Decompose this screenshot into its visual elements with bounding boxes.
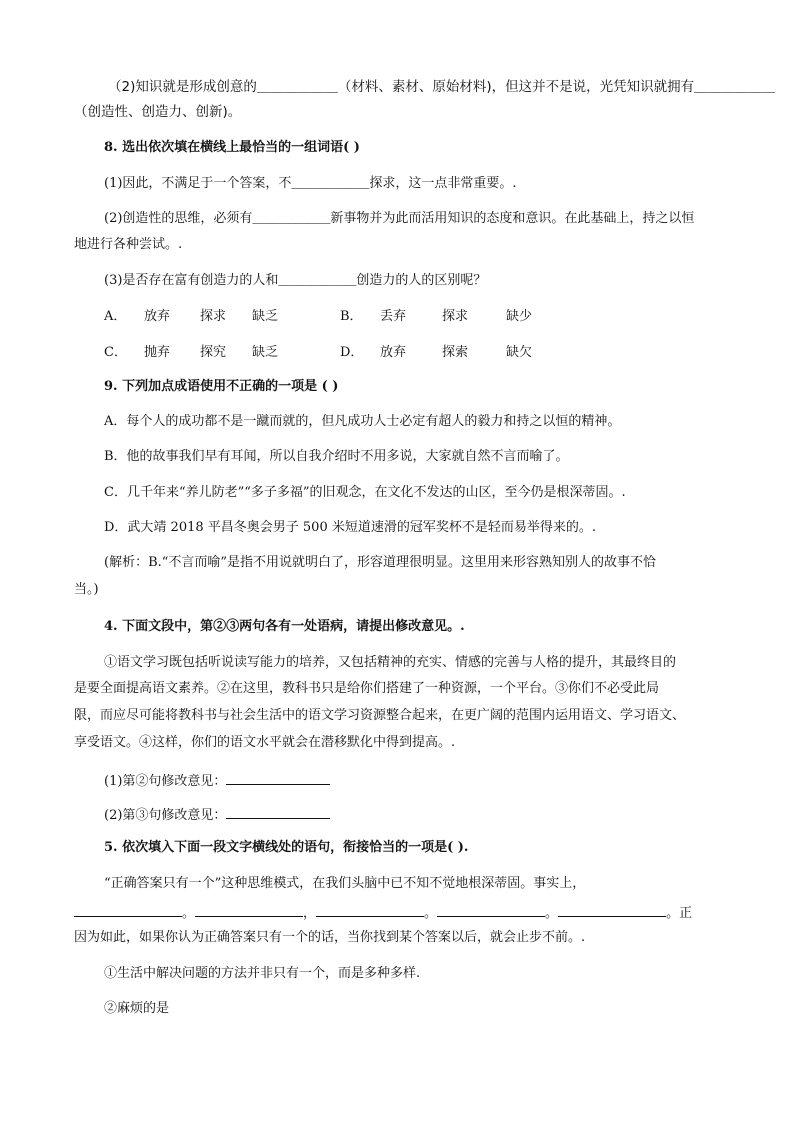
q9-analysis-line1: (解析：B.“不言而喻”是指不用说就明白了，形容道理很明显。这里用来形容熟知别人的故事不恰 bbox=[104, 555, 657, 570]
q9-analysis-line2: 当。) bbox=[74, 582, 99, 597]
q5-item-1: ①生活中解决问题的方法并非只有一个，而是多种多样. bbox=[104, 966, 421, 981]
q8-option-c-letter: C． bbox=[104, 345, 127, 360]
q8-option-d-letter: D． bbox=[340, 345, 364, 360]
q4-stem-text: 4. 下面文段中，第②③两句各有一处语病，请提出修改意见。. bbox=[104, 619, 465, 634]
q5-blank-sep-3: 。 bbox=[424, 906, 438, 921]
q5-blank-2[interactable] bbox=[195, 903, 303, 917]
q4-stem bbox=[104, 619, 718, 635]
q5-item-2: ②麻烦的是 bbox=[104, 1001, 170, 1016]
q4-answer-1 bbox=[104, 771, 718, 790]
q9-option-b: B．他的故事我们早有耳闻，所以自我介绍时不用多说，大家就自然不言而喻了。 bbox=[104, 449, 569, 464]
q5-blank-3[interactable] bbox=[316, 903, 424, 917]
q4-paragraph-line2: 是要全面提高语文素养。②在这里，教科书只是给你们搭建了一种资源，一个平台。③你们不必受此局 bbox=[74, 681, 660, 696]
q5-paragraph-line3: 因为如此，如果你认为正确答案只有一个的话，当你找到某个答案以后，就会止步不前。. bbox=[74, 930, 586, 945]
q4-answer-2-label: (2)第③句修改意见： bbox=[104, 808, 227, 823]
q8-stem-text: 8. 选出依次填在横线上最恰当的一组词语( ) bbox=[104, 140, 360, 155]
q8-options-row-1 bbox=[104, 309, 718, 325]
q8-stem bbox=[104, 140, 718, 156]
q4-paragraph-line4: 享受语文。④这样，你们的语文水平就会在潜移默化中得到提高。. bbox=[74, 735, 456, 750]
q8-option-b-word1: 丢弃 bbox=[380, 309, 407, 324]
q8-option-a-word3: 缺乏 bbox=[252, 309, 279, 324]
q9-option-c: C．几千年来“养儿防老”“多子多福”的旧观念，在文化不发达的山区，至今仍是根深蒂固。. bbox=[104, 485, 626, 500]
q5-blank-sep-5: 。正 bbox=[666, 906, 693, 921]
q8-sentence-1: (1)因此，不满足于一个答案，不＿＿＿＿＿＿探求，这一点非常重要。. bbox=[104, 176, 517, 191]
q5-blank-4[interactable] bbox=[437, 903, 545, 917]
q5-blank-5[interactable] bbox=[558, 903, 666, 917]
q5-paragraph-blanks-line bbox=[74, 903, 724, 922]
q4-answer-1-label: (1)第②句修改意见： bbox=[104, 774, 227, 789]
q5-paragraph-line1: “正确答案只有一个”这种思维模式，在我们头脑中已不知不觉地根深蒂固。事实上， bbox=[104, 876, 586, 891]
q4-answer-1-blank[interactable] bbox=[226, 771, 330, 785]
q5-blank-sep-4: 。 bbox=[545, 906, 559, 921]
q7-part2-line2: （创造性、创造力、创新)。 bbox=[74, 104, 242, 120]
q5-stem-text: 5. 依次填入下面一段文字横线处的语句，衔接恰当的一项是( ). bbox=[104, 840, 469, 855]
q4-paragraph-line3: 限，而应尽可能将教科书与社会生活中的语文学习资源整合起来，在更广阔的范围内运用语文、学习语文、 bbox=[74, 708, 686, 723]
q8-option-c-word3: 缺乏 bbox=[252, 345, 279, 360]
q8-option-d-word2: 探索 bbox=[442, 345, 469, 360]
q8-option-b-word3: 缺少 bbox=[506, 309, 533, 324]
q4-answer-2-blank[interactable] bbox=[226, 805, 330, 819]
q9-option-a: A．每个人的成功都不是一蹴而就的，但凡成功人士必定有超人的毅力和持之以恒的精神。 bbox=[104, 414, 621, 429]
q8-sentence-3: (3)是否存在富有创造力的人和＿＿＿＿＿＿创造力的人的区别呢？ bbox=[104, 273, 487, 288]
q8-option-a-word1: 放弃 bbox=[144, 309, 171, 324]
q8-sentence-2-line2: 地进行各种尝试。. bbox=[74, 237, 183, 252]
q7-part2-line1: （2)知识就是形成创意的＿＿＿＿＿＿（材料、素材、原始材料)，但这并不是说，光凭知识就拥有＿＿＿＿＿＿ bbox=[108, 79, 776, 95]
q9-option-d: D．武大靖 2018 平昌冬奥会男子 500 米短道速滑的冠军奖杯不是轻而易举得来的。. bbox=[104, 520, 596, 535]
q5-blank-sep-2: ， bbox=[303, 906, 317, 921]
q5-blank-sep-1: 。 bbox=[182, 906, 196, 921]
q9-stem-text: 9. 下列加点成语使用不正确的一项是 ( ) bbox=[104, 379, 339, 394]
q8-option-b-letter: B． bbox=[340, 309, 363, 324]
q5-stem bbox=[104, 840, 718, 856]
q4-paragraph-line1: ①语文学习既包括听说读写能力的培养，又包括精神的充实、情感的完善与人格的提升，其最终目的 bbox=[104, 655, 677, 670]
q8-option-c-word1: 抛弃 bbox=[144, 345, 171, 360]
q8-option-a-word2: 探求 bbox=[200, 309, 227, 324]
q5-blank-1[interactable] bbox=[74, 903, 182, 917]
q8-options-row-2 bbox=[104, 345, 718, 361]
q4-answer-2 bbox=[104, 805, 718, 824]
q8-option-b-word2: 探求 bbox=[442, 309, 469, 324]
q8-option-d-word1: 放弃 bbox=[380, 345, 407, 360]
q8-option-a-letter: A． bbox=[104, 309, 127, 324]
q8-option-d-word3: 缺欠 bbox=[506, 345, 533, 360]
q8-option-c-word2: 探究 bbox=[200, 345, 227, 360]
q8-sentence-2-line1: (2)创造性的思维，必须有＿＿＿＿＿＿新事物并为此而活用知识的态度和意识。在此基础上，持之以恒 bbox=[104, 211, 695, 226]
q9-stem bbox=[104, 379, 718, 395]
